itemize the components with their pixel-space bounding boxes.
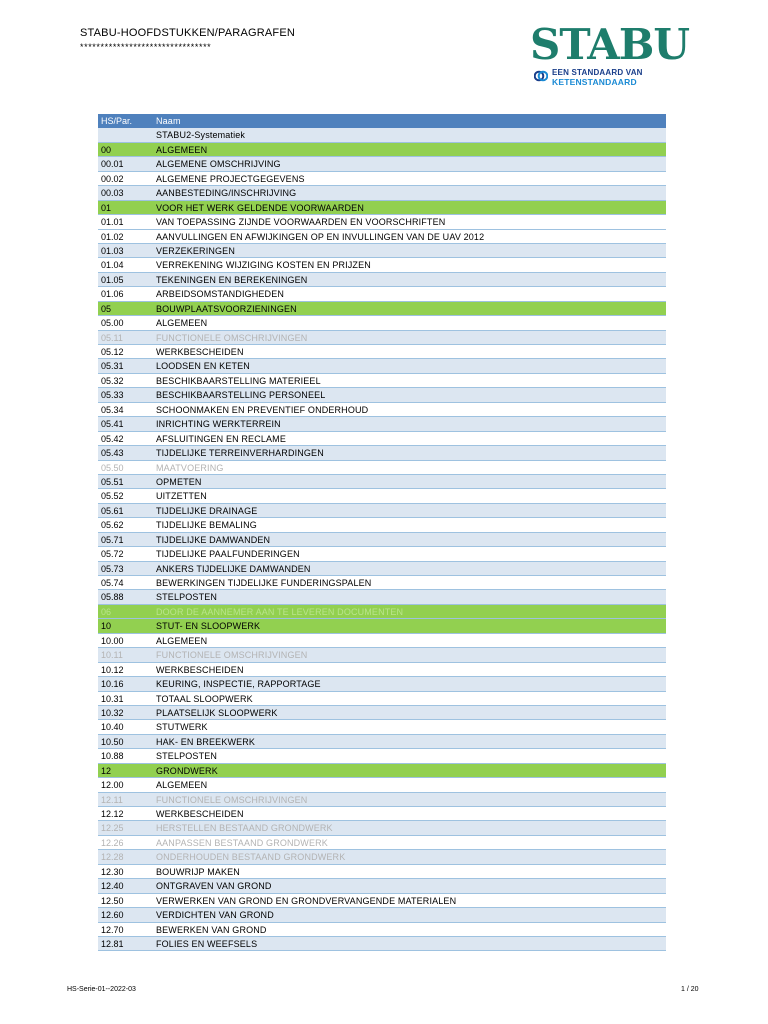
row-code: 01 <box>101 202 112 213</box>
row-code: 05.71 <box>101 534 124 545</box>
table-row <box>98 923 666 937</box>
row-code: 10.40 <box>101 722 124 733</box>
row-name: INRICHTING WERKTERREIN <box>156 419 281 430</box>
row-code: 05.74 <box>101 578 124 588</box>
row-name: ALGEMENE PROJECTGEGEVENS <box>156 173 305 184</box>
row-code: 10 <box>101 621 112 632</box>
table-row <box>98 749 666 763</box>
row-code: 10.50 <box>101 736 124 747</box>
row-name: AANVULLINGEN EN AFWIJKINGEN OP EN INVULLINGEN VAN DE UAV 2012 <box>156 231 485 242</box>
ketenstandaard-icon <box>534 69 548 83</box>
row-name: TIJDELIJKE DAMWANDEN <box>156 534 271 545</box>
row-name: WERKBESCHEIDEN <box>156 347 244 357</box>
column-header-name: Naam <box>156 116 181 126</box>
row-name: VERZEKERINGEN <box>156 245 235 256</box>
row-code: 05.12 <box>101 347 124 357</box>
row-name: BOUWPLAATSVOORZIENINGEN <box>156 303 297 314</box>
row-name: GRONDWERK <box>156 765 218 776</box>
row-code: 10.11 <box>101 650 123 661</box>
row-code: 10.31 <box>101 693 124 704</box>
table-row <box>98 258 666 272</box>
table-row <box>98 215 666 229</box>
row-name: STUT- EN SLOOPWERK <box>156 621 261 632</box>
row-code: 12.11 <box>101 794 123 805</box>
row-code: 12.26 <box>101 837 124 848</box>
table-row <box>98 287 666 301</box>
row-code: 01.05 <box>101 274 124 285</box>
row-name: SCHOONMAKEN EN PREVENTIEF ONDERHOUD <box>156 404 369 415</box>
table-row <box>98 894 666 908</box>
table-row <box>98 619 666 633</box>
row-name: TIJDELIJKE BEMALING <box>156 520 257 531</box>
table-row <box>98 359 666 373</box>
document-title: STABU-HOOFDSTUKKEN/PARAGRAFEN <box>80 27 296 39</box>
table-row <box>98 489 666 503</box>
row-code: 01.01 <box>101 217 124 228</box>
row-code: 01.02 <box>101 231 124 242</box>
row-code: 10.12 <box>101 664 124 675</box>
row-name: ONTGRAVEN VAN GROND <box>156 881 272 892</box>
table-row <box>98 432 666 446</box>
row-code: 12 <box>101 765 112 776</box>
table-row <box>98 576 666 590</box>
table-row <box>98 547 666 561</box>
table-row <box>98 461 666 475</box>
row-code: 12.00 <box>101 780 124 791</box>
row-code: 05.32 <box>101 375 124 386</box>
row-code: 12.40 <box>101 881 124 892</box>
row-name: BESCHIKBAARSTELLING PERSONEEL <box>156 390 326 401</box>
table-row <box>98 648 666 662</box>
row-code: 05.00 <box>101 318 124 329</box>
table-row <box>98 562 666 576</box>
table-row <box>98 172 666 186</box>
row-code: 12.28 <box>101 852 124 863</box>
table-row <box>98 186 666 200</box>
table-row <box>98 128 666 142</box>
table-row <box>98 302 666 316</box>
table-row <box>98 720 666 734</box>
footer-page-number: 1 / 20 <box>681 986 699 993</box>
row-code: 12.60 <box>101 910 124 921</box>
row-code: 01.04 <box>101 260 124 271</box>
table-row <box>98 850 666 864</box>
row-name: VOOR HET WERK GELDENDE VOORWAARDEN <box>156 202 364 213</box>
row-code: 05.33 <box>101 390 124 401</box>
table-row <box>98 331 666 345</box>
row-name: UITZETTEN <box>156 491 207 502</box>
row-name: WERKBESCHEIDEN <box>156 664 244 675</box>
table-row <box>98 417 666 431</box>
row-name: ALGEMEEN <box>156 780 208 791</box>
table-row <box>98 230 666 244</box>
table-row <box>98 764 666 778</box>
row-name: AANBESTEDING/INSCHRIJVING <box>156 188 297 199</box>
column-header-code: HS/Par. <box>101 116 133 126</box>
table-body <box>98 128 666 951</box>
row-name: VERWERKEN VAN GROND EN GRONDVERVANGENDE MATERIALEN <box>156 895 457 906</box>
row-name: DOOR DE AANNEMER AAN TE LEVEREN DOCUMENTEN <box>156 606 404 617</box>
row-code: 05.43 <box>101 448 124 459</box>
stabu-logo <box>530 20 705 90</box>
row-code: 05 <box>101 303 112 314</box>
logo-wordmark: STABU <box>530 20 690 69</box>
row-code: 05.50 <box>101 462 124 473</box>
row-name: FUNCTIONELE OMSCHRIJVINGEN <box>156 794 308 805</box>
row-name: STELPOSTEN <box>156 592 218 603</box>
row-name: TIJDELIJKE TERREINVERHARDINGEN <box>156 448 324 459</box>
table-row <box>98 836 666 850</box>
table-row <box>98 663 666 677</box>
table-row <box>98 388 666 402</box>
row-code: 10.00 <box>101 635 124 646</box>
table-row <box>98 677 666 691</box>
row-name: AANPASSEN BESTAAND GRONDWERK <box>156 837 328 848</box>
row-name: ALGEMEEN <box>156 318 208 329</box>
row-name: STABU2-Systematiek <box>156 130 246 141</box>
row-name: FUNCTIONELE OMSCHRIJVINGEN <box>156 650 308 661</box>
row-code: 06 <box>101 606 112 617</box>
row-name: MAATVOERING <box>156 462 224 473</box>
row-name: HAK- EN BREEKWERK <box>156 736 256 747</box>
row-name: OPMETEN <box>156 476 202 487</box>
row-name: ARBEIDSOMSTANDIGHEDEN <box>156 289 284 300</box>
logo-brand: KETENSTANDAARD <box>552 77 637 87</box>
table-row <box>98 879 666 893</box>
row-code: 05.61 <box>101 505 124 516</box>
row-code: 05.31 <box>101 361 124 372</box>
row-code: 10.32 <box>101 707 124 718</box>
row-name: BEWERKINGEN TIJDELIJKE FUNDERINGSPALEN <box>156 578 372 588</box>
row-code: 05.34 <box>101 404 124 415</box>
table-row <box>98 316 666 330</box>
row-name: VERREKENING WIJZIGING KOSTEN EN PRIJZEN <box>156 260 371 271</box>
row-code: 12.30 <box>101 866 124 877</box>
row-name: BEWERKEN VAN GROND <box>156 924 267 935</box>
row-name: BOUWRIJP MAKEN <box>156 866 240 877</box>
table-row <box>98 778 666 792</box>
row-name: WERKBESCHEIDEN <box>156 809 244 819</box>
row-code: 12.50 <box>101 895 124 906</box>
table-row <box>98 865 666 879</box>
row-code: 05.51 <box>101 476 124 487</box>
row-code: 12.81 <box>101 938 124 949</box>
table-row <box>98 807 666 821</box>
row-code: 05.72 <box>101 549 124 560</box>
row-code: 00 <box>101 144 112 155</box>
row-code: 00.02 <box>101 173 124 184</box>
row-name: BESCHIKBAARSTELLING MATERIEEL <box>156 375 321 386</box>
table-row <box>98 345 666 359</box>
row-name: VAN TOEPASSING ZIJNDE VOORWAARDEN EN VOORSCHRIFTEN <box>156 217 446 228</box>
row-name: STUTWERK <box>156 722 208 733</box>
table-row <box>98 706 666 720</box>
row-code: 05.52 <box>101 491 124 502</box>
row-code: 05.11 <box>101 332 123 343</box>
row-name: LOODSEN EN KETEN <box>156 361 250 372</box>
row-name: ALGEMENE OMSCHRIJVING <box>156 159 281 170</box>
row-name: TOTAAL SLOOPWERK <box>156 693 253 704</box>
table-header <box>98 114 666 128</box>
table-row <box>98 634 666 648</box>
row-code: 05.62 <box>101 520 124 531</box>
table-row <box>98 735 666 749</box>
table-row <box>98 937 666 951</box>
table-row <box>98 201 666 215</box>
row-code: 01.06 <box>101 289 124 300</box>
row-name: HERSTELLEN BESTAAND GRONDWERK <box>156 823 333 834</box>
row-code: 12.70 <box>101 924 124 935</box>
logo-tagline: EEN STANDAARD VAN <box>552 68 643 77</box>
row-name: ANKERS TIJDELIJKE DAMWANDEN <box>156 563 311 574</box>
chapter-table <box>98 114 666 951</box>
table-row <box>98 403 666 417</box>
table-row <box>98 157 666 171</box>
row-name: PLAATSELIJK SLOOPWERK <box>156 707 278 718</box>
table-row <box>98 518 666 532</box>
row-code: 05.73 <box>101 563 124 574</box>
row-name: TEKENINGEN EN BEREKENINGEN <box>156 274 308 285</box>
row-code: 01.03 <box>101 245 124 256</box>
row-code: 10.16 <box>101 679 124 690</box>
table-row <box>98 590 666 604</box>
row-name: KEURING, INSPECTIE, RAPPORTAGE <box>156 679 321 690</box>
table-row <box>98 821 666 835</box>
table-row <box>98 244 666 258</box>
table-row <box>98 605 666 619</box>
row-code: 00.03 <box>101 188 124 199</box>
row-name: STELPOSTEN <box>156 751 218 762</box>
row-code: 12.12 <box>101 809 124 819</box>
table-row <box>98 143 666 157</box>
row-code: 05.42 <box>101 433 124 444</box>
table-row <box>98 374 666 388</box>
row-name: FUNCTIONELE OMSCHRIJVINGEN <box>156 332 308 343</box>
row-code <box>98 128 154 141</box>
row-name: AFSLUITINGEN EN RECLAME <box>156 433 286 444</box>
table-row <box>98 692 666 706</box>
table-row <box>98 793 666 807</box>
table-row <box>98 475 666 489</box>
row-name: VERDICHTEN VAN GROND <box>156 910 274 921</box>
row-code: 00.01 <box>101 159 124 170</box>
row-code: 05.88 <box>101 592 124 603</box>
row-name: ONDERHOUDEN BESTAAND GRONDWERK <box>156 852 346 863</box>
row-name: FOLIES EN WEEFSELS <box>156 938 258 949</box>
title-underline-stars: ******************************** <box>80 42 212 52</box>
footer-document-id: HS-Serie-01--2022-03 <box>67 986 136 993</box>
row-name: TIJDELIJKE DRAINAGE <box>156 505 258 516</box>
table-row <box>98 273 666 287</box>
row-code: 10.88 <box>101 751 124 762</box>
table-row <box>98 533 666 547</box>
row-code: 05.41 <box>101 419 124 430</box>
table-row <box>98 908 666 922</box>
row-code: 12.25 <box>101 823 124 834</box>
table-row <box>98 446 666 460</box>
row-name: ALGEMEEN <box>156 635 208 646</box>
table-row <box>98 504 666 518</box>
row-name: TIJDELIJKE PAALFUNDERINGEN <box>156 549 300 560</box>
row-name: ALGEMEEN <box>156 144 208 155</box>
